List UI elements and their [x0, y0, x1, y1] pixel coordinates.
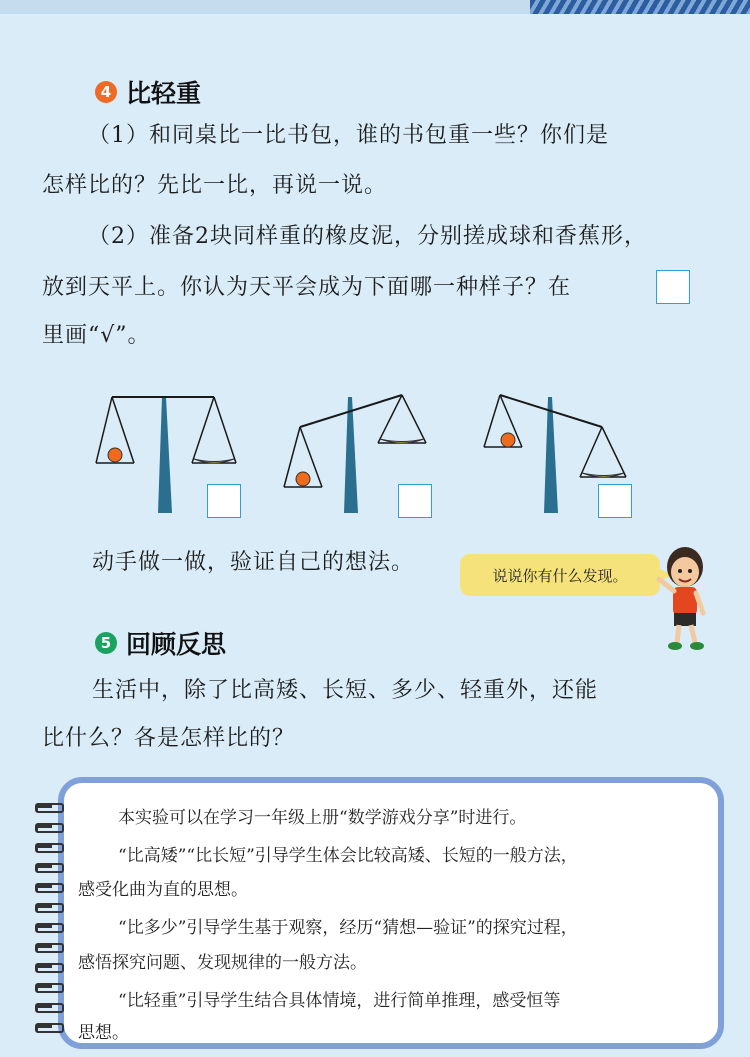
balance-stand	[158, 397, 172, 513]
balance-stand	[344, 397, 358, 513]
balance-stand	[544, 397, 558, 513]
boy-illustration	[655, 545, 715, 655]
note-line-7: 思想。	[78, 1023, 129, 1043]
top-stripe-decoration	[530, 0, 750, 14]
answer-box-option-3[interactable]	[598, 484, 632, 518]
question-2-line-2: 放到天平上。你认为天平会成为下面哪一种样子？在	[42, 275, 572, 300]
spiral-ring	[35, 801, 65, 811]
note-line-6: “比轻重”引导学生结合具体情境，进行简单推理，感受恒等	[118, 991, 561, 1011]
spiral-ring	[35, 881, 65, 891]
action-prompt: 动手做一做，验证自己的想法。	[92, 550, 415, 575]
spiral-ring	[35, 1021, 65, 1031]
ball-icon	[296, 472, 310, 486]
reflection-line-2: 比什么？各是怎样比的？	[42, 726, 296, 751]
spiral-ring	[35, 901, 65, 911]
ball-icon	[501, 433, 515, 447]
speech-bubble-text: 说说你有什么发现。	[492, 566, 628, 585]
section-4-title: 比轻重	[126, 79, 202, 108]
spiral-ring	[35, 921, 65, 931]
section-4-heading	[95, 74, 201, 110]
spiral-ring	[35, 961, 65, 971]
reflection-line-1: 生活中，除了比高矮、长短、多少、轻重外，还能	[92, 678, 599, 703]
note-line-2: “比高矮”“比长短”引导学生体会比较高矮、长短的一般方法，	[118, 846, 578, 866]
note-line-1: 本实验可以在学习一年级上册“数学游戏分享”时进行。	[118, 808, 527, 828]
answer-box-option-1[interactable]	[207, 484, 241, 518]
spiral-ring	[35, 981, 65, 991]
question-2-line-1: （2）准备2块同样重的橡皮泥，分别搓成球和香蕉形，	[88, 224, 647, 249]
spiral-ring	[35, 941, 65, 951]
spiral-ring	[35, 841, 65, 851]
section-5-heading	[95, 625, 226, 661]
spiral-ring	[35, 821, 65, 831]
question-2-line-3: 里画“√”。	[42, 323, 151, 348]
question-1-line-2: 怎样比的？先比一比，再说一说。	[42, 173, 388, 198]
section-5-badge: 5	[95, 632, 117, 654]
spiral-ring	[35, 1001, 65, 1011]
question-1-line-1: （1）和同桌比一比书包，谁的书包重一些？你们是	[88, 123, 609, 148]
note-line-5: 感悟探究问题、发现规律的一般方法。	[78, 953, 367, 973]
section-5-title: 回顾反思	[126, 630, 227, 659]
note-line-4: “比多少”引导学生基于观察，经历“猜想—验证”的探究过程，	[118, 918, 578, 938]
note-line-3: 感受化曲为直的思想。	[78, 880, 248, 900]
speech-bubble	[460, 554, 660, 596]
section-4-badge: 4	[95, 81, 117, 103]
answer-box-option-2[interactable]	[398, 484, 432, 518]
answer-box-legend	[656, 270, 690, 304]
ball-icon	[108, 448, 122, 462]
spiral-ring	[35, 861, 65, 871]
